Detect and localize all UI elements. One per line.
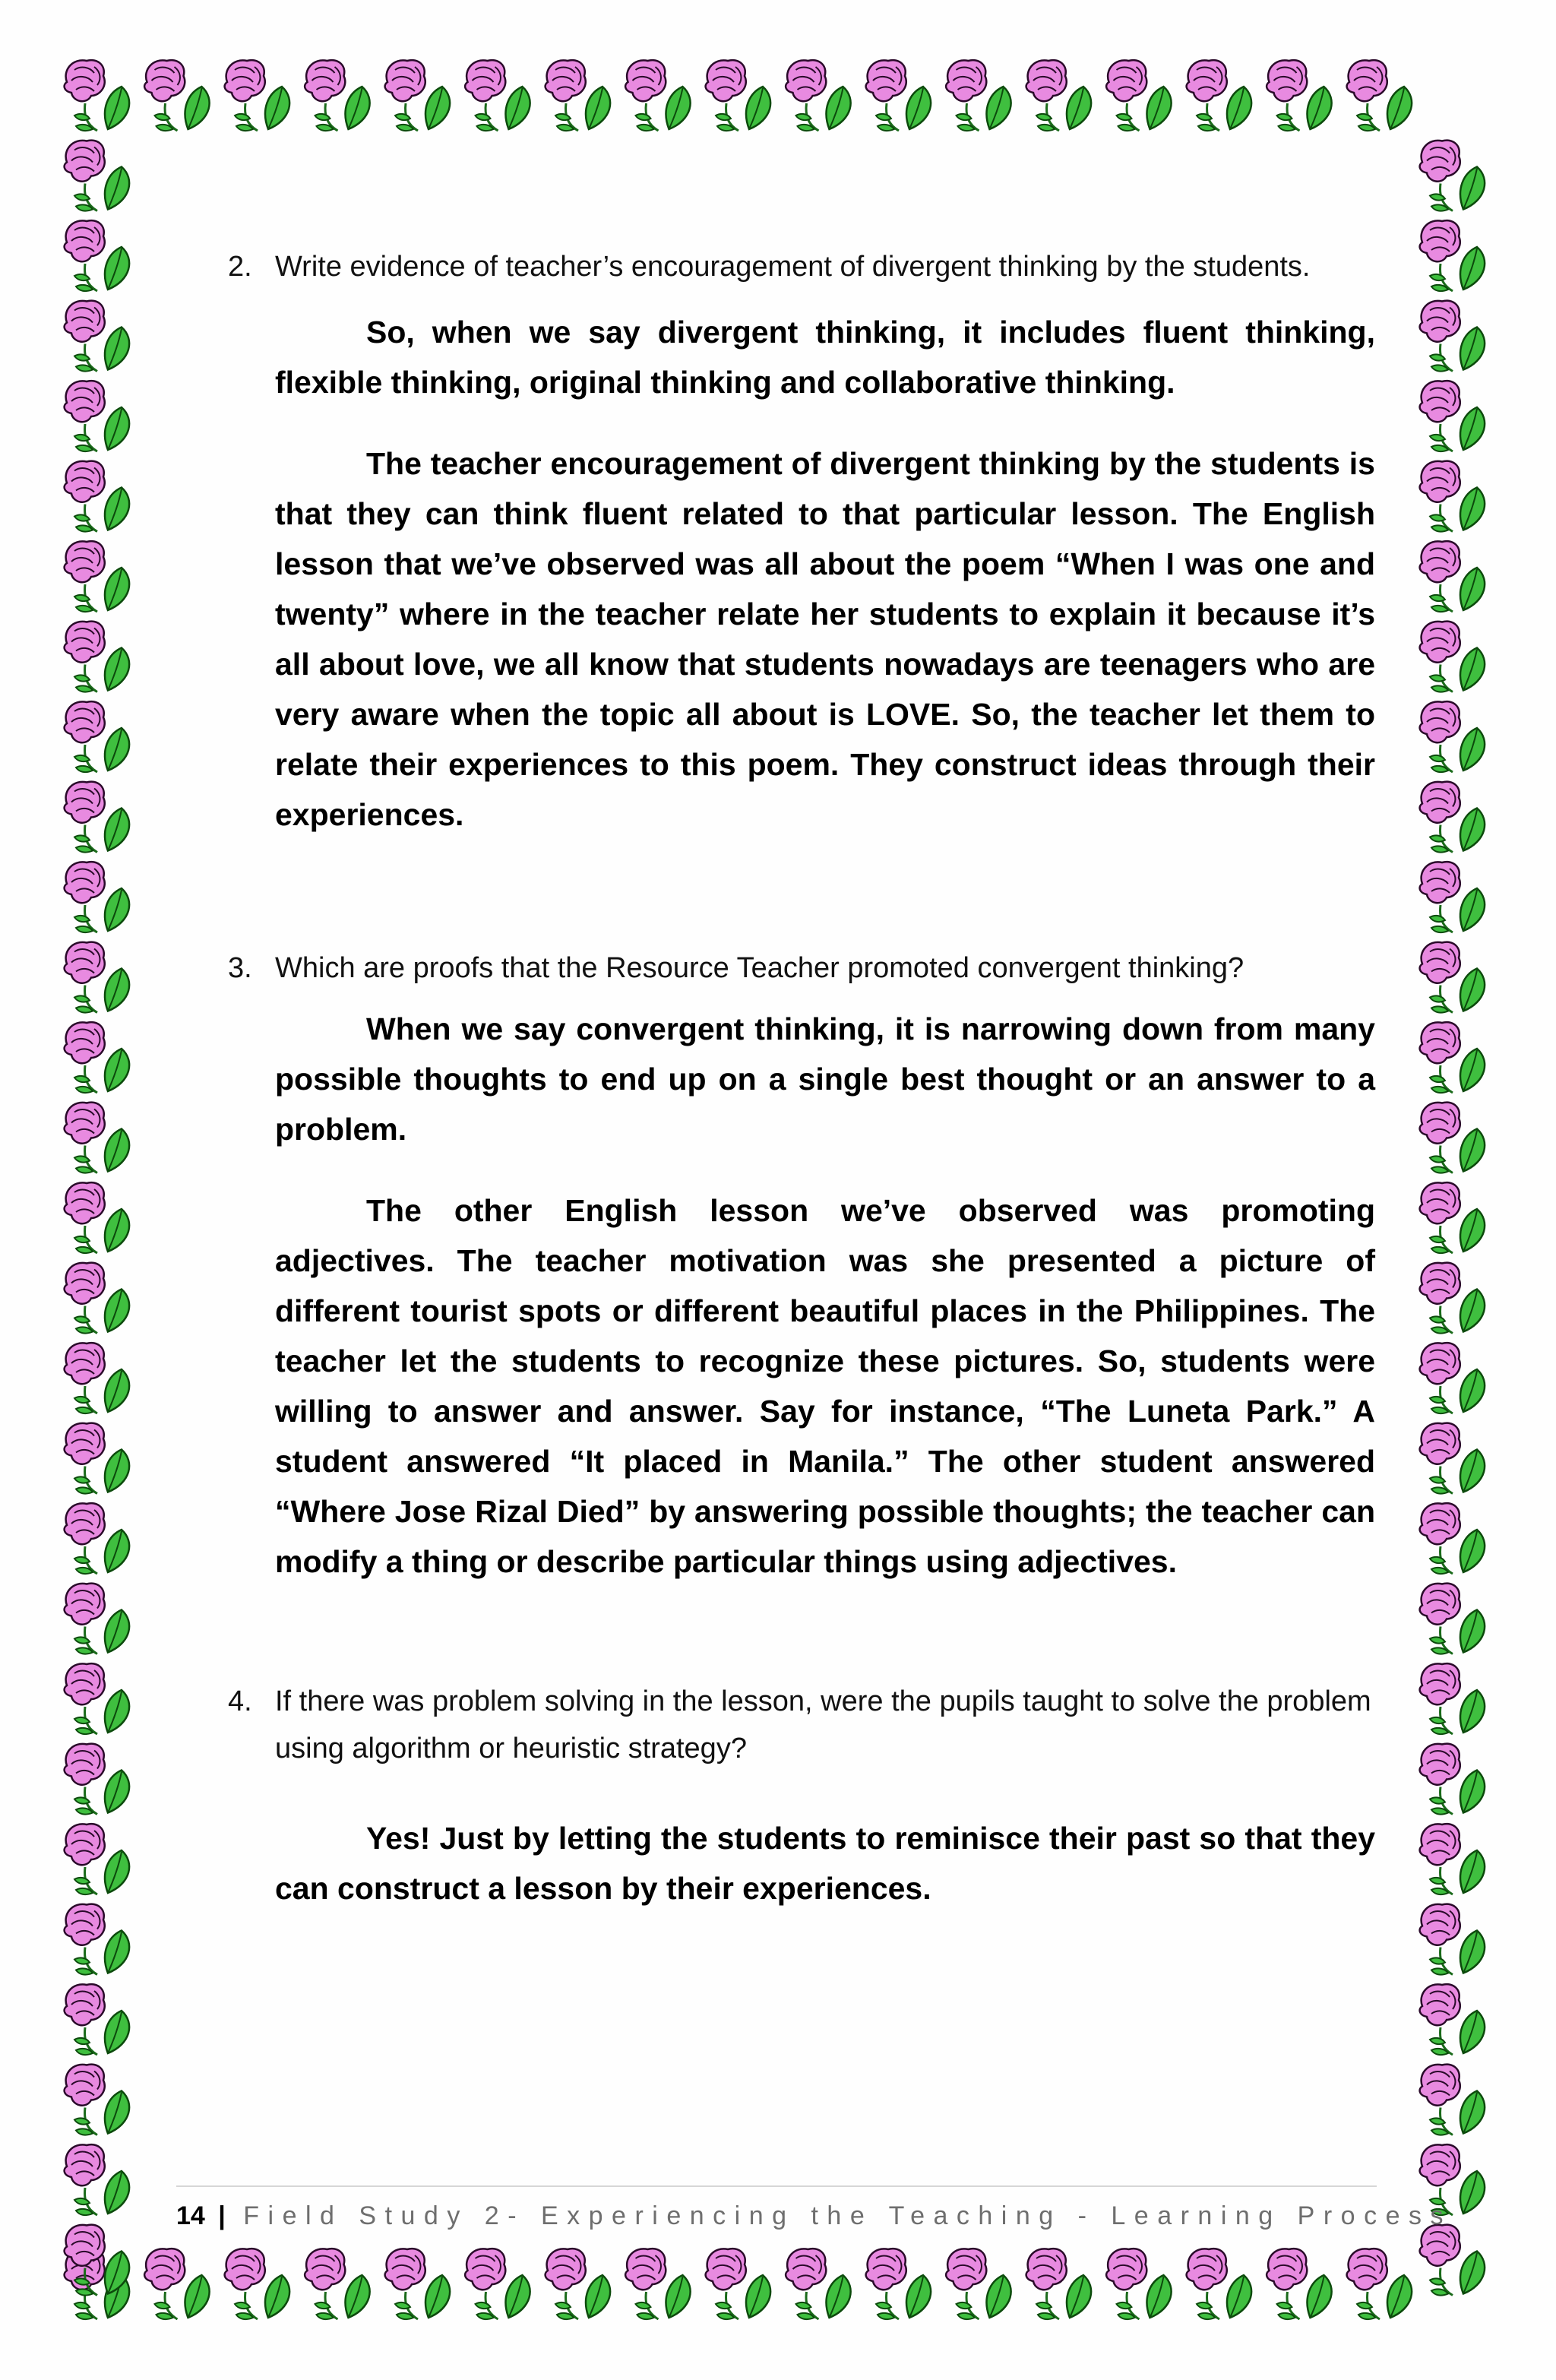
question-3 — [228, 945, 1375, 992]
rose-icon — [1420, 1824, 1485, 1894]
rose-icon — [465, 2249, 530, 2319]
document-body — [228, 243, 1375, 1945]
rose-icon — [786, 60, 851, 131]
question-number: 3. — [228, 952, 252, 984]
rose-icon — [1106, 60, 1172, 131]
rose-icon — [706, 60, 771, 131]
rose-icon — [65, 1423, 130, 1494]
rose-icon — [65, 782, 130, 853]
rose-icon — [65, 2065, 130, 2135]
rose-icon — [1420, 862, 1485, 932]
rose-icon — [1420, 301, 1485, 372]
rose-icon — [786, 2249, 851, 2319]
rose-icon — [1026, 60, 1092, 131]
answer-paragraph: Yes! Just by letting the students to reminisce their past so that they can construct a lesson by their experiences. — [275, 1821, 1375, 1906]
rose-icon — [1420, 1503, 1485, 1574]
question-4 — [228, 1678, 1375, 1772]
page-number: 14 — [176, 2201, 205, 2230]
rose-icon — [65, 2144, 130, 2215]
rose-icon — [1420, 1663, 1485, 1734]
footer-separator: | — [218, 2201, 226, 2230]
rose-icon — [225, 2249, 290, 2319]
rose-icon — [1420, 2065, 1485, 2135]
rose-icon — [65, 141, 130, 211]
rose-icon — [625, 2249, 691, 2319]
rose-icon — [1420, 622, 1485, 692]
rose-icon — [625, 60, 691, 131]
rose-icon — [866, 2249, 931, 2319]
rose-icon — [65, 1103, 130, 1173]
rose-icon — [65, 1824, 130, 1894]
rose-icon — [65, 1663, 130, 1734]
rose-icon — [465, 60, 530, 131]
rose-icon — [385, 2249, 451, 2319]
rose-icon — [1420, 1103, 1485, 1173]
rose-icon — [1420, 141, 1485, 211]
rose-icon — [1420, 220, 1485, 291]
rose-icon — [1420, 1904, 1485, 1975]
question-text: Write evidence of teacher’s encouragement of divergent thinking by the students. — [275, 251, 1311, 283]
rose-icon — [65, 1584, 130, 1654]
answer-paragraph: The other English lesson we’ve observed was promoting adjectives. The teacher motivation was she presented a picture of different tourist spots or different beautiful places in the Philippines. The teacher let the students to recognize these pictures. So, students were willing to answer and answer. Say for instance, “The Luneta Park.” A student answered “It placed in Manila.” The other student answered “Where Jose Rizal Died” by answering possible thoughts; the teacher can modify a thing or describe particular things using adjectives. — [275, 1193, 1375, 1579]
rose-icon — [1420, 541, 1485, 612]
rose-icon — [305, 60, 370, 131]
rose-icon — [1026, 2249, 1092, 2319]
rose-icon — [1347, 60, 1412, 131]
rose-icon — [706, 2249, 771, 2319]
rose-icon — [144, 60, 210, 131]
rose-icon — [65, 1744, 130, 1815]
rose-icon — [1420, 1584, 1485, 1654]
rose-icon — [65, 862, 130, 932]
page-footer — [176, 2185, 1452, 2236]
rose-icon — [546, 60, 611, 131]
answer-paragraph: So, when we say divergent thinking, it includes fluent thinking, flexible thinking, original thinking and collaborative thinking. — [275, 315, 1375, 400]
question-text: If there was problem solving in the lesson, were the pupils taught to solve the problem using algorithm or heuristic strategy? — [275, 1685, 1371, 1764]
rose-icon — [1187, 2249, 1252, 2319]
rose-icon — [65, 1182, 130, 1253]
rose-icon — [65, 1984, 130, 2055]
rose-icon — [65, 301, 130, 372]
rose-icon — [65, 461, 130, 532]
rose-icon — [225, 60, 290, 131]
rose-icon — [1420, 701, 1485, 772]
question-text: Which are proofs that the Resource Teacher promoted convergent thinking? — [275, 952, 1244, 984]
rose-icon — [1420, 1744, 1485, 1815]
rose-icon — [546, 2249, 611, 2319]
rose-icon — [65, 541, 130, 612]
rose-icon — [1420, 1022, 1485, 1093]
rose-icon — [385, 60, 451, 131]
rose-icon — [1420, 461, 1485, 532]
rose-icon — [65, 942, 130, 1013]
rose-icon — [305, 2249, 370, 2319]
answer-paragraph: When we say convergent thinking, it is narrowing down from many possible thoughts to end up on a single best thought or an answer to a problem. — [275, 1011, 1375, 1147]
rose-icon — [1420, 1343, 1485, 1413]
rose-icon — [866, 60, 931, 131]
rose-icon — [1267, 60, 1332, 131]
rose-icon — [144, 2249, 210, 2319]
rose-icon — [1420, 2225, 1485, 2296]
rose-icon — [1347, 2249, 1412, 2319]
rose-icon — [946, 60, 1011, 131]
question-number: 4. — [228, 1685, 252, 1717]
answer-paragraph: The teacher encouragement of divergent thinking by the students is that they can think fluent related to that particular lesson. The English lesson that we’ve observed was all about the poem “When I was one and twenty” where in the teacher relate her students to explain it because it’s all about love, we all know that students nowadays are teenagers who are very aware when the topic all about is LOVE. So, the teacher let them to relate their experiences to this poem. They construct ideas through their experiences. — [275, 446, 1375, 832]
rose-icon — [65, 381, 130, 451]
footer-title: Field Study 2- Experiencing the Teaching - Learning Process — [243, 2201, 1452, 2230]
rose-icon — [1187, 60, 1252, 131]
rose-icon — [1420, 381, 1485, 451]
rose-icon — [1420, 1423, 1485, 1494]
question-number: 2. — [228, 251, 252, 283]
rose-icon — [65, 1503, 130, 1574]
rose-icon — [65, 1904, 130, 1975]
rose-icon — [1106, 2249, 1172, 2319]
question-2 — [228, 243, 1375, 290]
rose-icon — [1420, 942, 1485, 1013]
rose-icon — [1420, 1263, 1485, 1334]
rose-icon — [65, 1343, 130, 1413]
rose-icon — [65, 701, 130, 772]
rose-icon — [1267, 2249, 1332, 2319]
rose-icon — [1420, 1984, 1485, 2055]
rose-icon — [946, 2249, 1011, 2319]
rose-icon — [1420, 782, 1485, 853]
rose-icon — [65, 622, 130, 692]
rose-icon — [65, 220, 130, 291]
rose-icon — [65, 1263, 130, 1334]
rose-icon — [1420, 1182, 1485, 1253]
rose-icon — [65, 1022, 130, 1093]
rose-icon — [65, 60, 130, 131]
